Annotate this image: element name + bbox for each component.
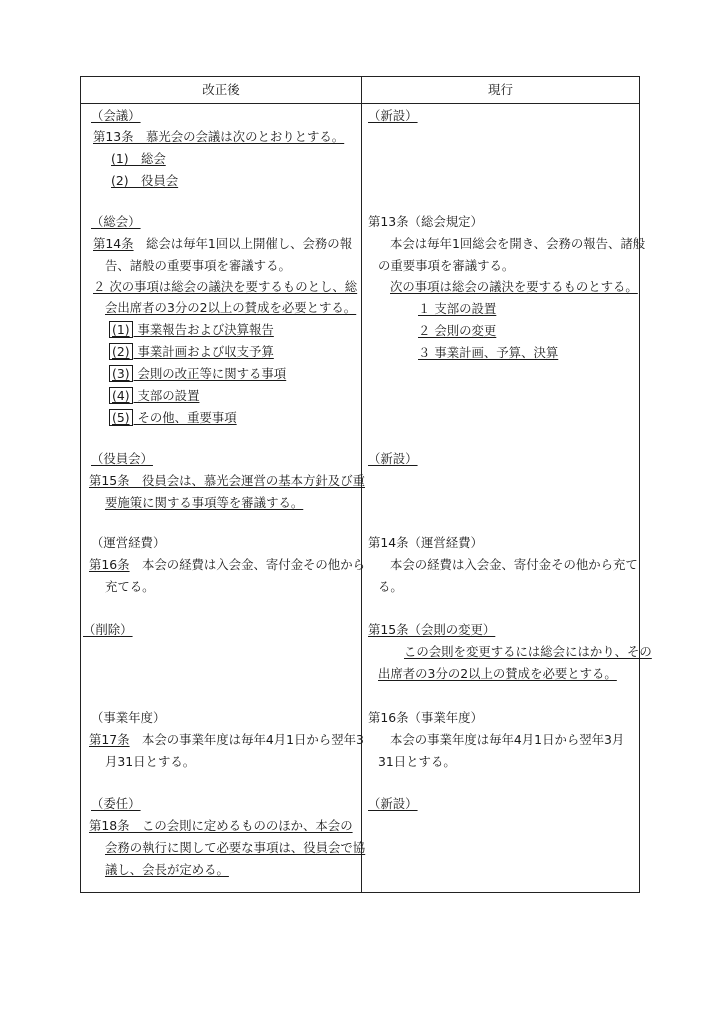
s16-text-line-2: 31日とする。: [378, 754, 456, 769]
header-current: 現行: [487, 82, 513, 97]
s17-text-line-1: 第17条 本会の事業年度は毎年4月1日から翌年3: [89, 732, 364, 747]
s15-text-line-2: 要施策に関する事項等を審議する。: [105, 495, 304, 510]
s13-title: 第13条（総会規定）: [368, 214, 483, 229]
comparison-table: [80, 76, 652, 893]
s18-text-line-2: 会務の執行に関して必要な事項は、役員会で協: [105, 840, 366, 855]
s15-caption: （役員会）: [91, 451, 153, 466]
s14-list-item-4: (4) 支部の設置: [109, 387, 199, 404]
s14-text-line-1: 第14条 総会は毎年1回以上開催し、会務の報: [93, 236, 353, 251]
current-column: [362, 104, 652, 892]
s14-p2-line-2: 会出席者の3分の2以上の賛成を必要とする。: [105, 300, 357, 315]
s16-title: 第16条（事業年度）: [368, 710, 483, 725]
s13-text-line-2: の重要事項を審議する。: [378, 258, 515, 273]
new-marker-1: （新設）: [368, 108, 418, 123]
s16-text-line-1: 第16条 本会の経費は入会金、寄付金その他から: [89, 557, 365, 572]
s14-p2-line-1: ２ 次の事項は総会の議決を要するものとし、総: [93, 279, 358, 294]
s13-caption: （会議）: [91, 108, 141, 123]
after-column: [81, 104, 366, 892]
s14-caption: （総会）: [91, 214, 141, 229]
s15-text-line-1: 第15条 役員会は、慕光会運営の基本方針及び重: [89, 473, 365, 488]
s17-caption: （事業年度）: [91, 710, 166, 725]
s14-text-line-2: る。: [378, 579, 403, 594]
s16-text-line-1: 本会の事業年度は毎年4月1日から翌年3月: [390, 732, 625, 747]
s15-title: 第15条（会則の変更）: [368, 622, 496, 637]
s16-caption: （運営経費）: [91, 535, 166, 550]
s14-number: 第14条: [93, 236, 134, 251]
s17-text-line-2: 月31日とする。: [105, 754, 196, 769]
new-marker-2: （新設）: [368, 451, 418, 466]
s14-text-line-1: 本会の経費は入会金、寄付金その他から充て: [390, 557, 638, 572]
s16-text-line-2: 充てる。: [105, 579, 155, 594]
s14-list-item-3: (3) 会則の改正等に関する事項: [109, 365, 286, 382]
s13-list-item-3: ３ 事業計画、予算、決算: [418, 345, 559, 360]
new-marker-3: （新設）: [368, 796, 418, 811]
s13-list-item-2: ２ 会則の変更: [418, 323, 497, 338]
s14-list-item-1: (1) 事業報告および決算報告: [109, 321, 274, 338]
s18-caption: （委任）: [91, 796, 141, 811]
s15-text-line-2: 出席者の3分の2以上の賛成を必要とする。: [378, 666, 617, 681]
s13-item-1: (1) 総会: [111, 151, 166, 166]
s13-p2: 次の事項は総会の議決を要するものとする。: [390, 279, 638, 294]
s15-text-line-1: この会則を変更するには総会にはかり、その: [404, 644, 652, 659]
s14-list-item-2: (2) 事業計画および収支予算: [109, 343, 274, 360]
table-header: [81, 77, 639, 104]
s16-number: 第16条: [89, 557, 130, 572]
s14-list-item-5: (5) その他、重要事項: [109, 409, 237, 426]
s14-text-line-2: 告、諸般の重要事項を審議する。: [105, 258, 291, 273]
s18-text-line-1: 第18条 この会則に定めるもののほか、本会の: [89, 818, 353, 833]
s13-text: 第13条 慕光会の会議は次のとおりとする。: [93, 129, 345, 144]
s13-text-line-1: 本会は毎年1回総会を開き、会務の報告、諸般: [390, 236, 646, 251]
s14-title: 第14条（運営経費）: [368, 535, 483, 550]
header-after: 改正後: [202, 82, 240, 97]
s13-item-2: (2) 役員会: [111, 173, 179, 188]
s13-list-item-1: １ 支部の設置: [418, 301, 497, 316]
s17-number: 第17条: [89, 732, 130, 747]
s18-text-line-3: 議し、会長が定める。: [105, 862, 229, 877]
deleted-marker: （削除）: [83, 622, 133, 637]
